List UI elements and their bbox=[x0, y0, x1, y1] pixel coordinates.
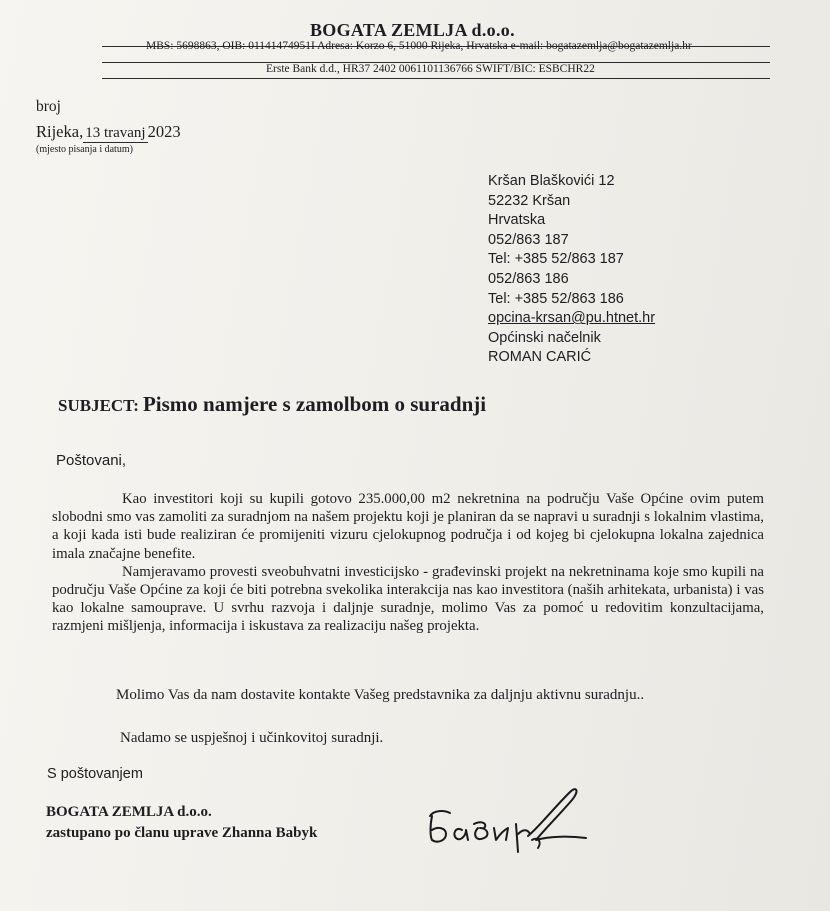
year: 2023 bbox=[147, 122, 181, 141]
company-info-line-1: MBS: 5698863, OIB: 01141474951I Adresa: Korzo 6, 51000 Rijeka, Hrvatska e-mail: bogatazemlja@bogatazemlja.hr bbox=[146, 40, 692, 52]
recipient-name: ROMAN CARIĆ bbox=[488, 349, 592, 366]
signatory-company: BOGATA ZEMLJA d.o.o. bbox=[46, 804, 212, 820]
recipient-line: Tel: +385 52/863 187 bbox=[488, 251, 624, 268]
recipient-title: Općinski načelnik bbox=[488, 329, 601, 346]
company-name: BOGATA ZEMLJA d.o.o. bbox=[310, 20, 515, 40]
recipient-line: 052/863 186 bbox=[488, 270, 569, 287]
place-date-caption: (mjesto pisanja i datum) bbox=[36, 144, 133, 155]
place-date-line bbox=[36, 122, 181, 143]
closing-phrase: S poštovanjem bbox=[47, 766, 143, 782]
subject-text: Pismo namjere s zamolbom o suradnji bbox=[142, 392, 487, 416]
closing-wish: Nadamo se uspješnoj i učinkovitoj suradnji. bbox=[120, 730, 384, 746]
request-paragraph: Molimo Vas da nam dostavite kontakte Vašeg predstavnika za daljnju aktivnu suradnju.. bbox=[116, 687, 645, 703]
letterhead-rule-bottom bbox=[102, 78, 770, 79]
recipient-email-link[interactable]: opcina-krsan@pu.htnet.hr bbox=[488, 310, 656, 327]
subject-label: SUBJECT: bbox=[58, 396, 139, 415]
recipient-address bbox=[488, 172, 655, 368]
body-paragraph-2: Namjeravamo provesti sveobuhvatni investicijsko - građevinski projekt na nekretninama koje smo kupili na području Vaše Općine za koji će biti potrebna svekolika interakcija nas kao investitora (naših arhitekata, urbanista) i vas kao lokalne samouprave. U svrhu razvoja i daljnje suradnje, molimo Vas za pomoć u redovitim konzultacijama, razmjeni mišljenja, informacija i iskustava za realizaciju našeg projekta. bbox=[52, 563, 764, 635]
company-info-line-2: Erste Bank d.d., HR37 2402 0061101136766 SWIFT/BIC: ESBCHR22 bbox=[266, 63, 595, 75]
place: Rijeka, bbox=[36, 122, 84, 141]
recipient-line: Kršan Blaškovići 12 bbox=[488, 173, 615, 189]
reference-number-label: broj bbox=[36, 98, 61, 115]
recipient-line: Tel: +385 52/863 186 bbox=[488, 290, 624, 307]
recipient-line: 052/863 187 bbox=[488, 231, 569, 248]
signatory-representative: zastupano po članu uprave Zhanna Babyk bbox=[46, 825, 318, 841]
recipient-line: Hrvatska bbox=[488, 212, 546, 229]
letter-body bbox=[52, 490, 764, 636]
handwritten-signature bbox=[420, 780, 600, 860]
date: 13 travanj bbox=[85, 125, 146, 141]
salutation: Poštovani, bbox=[56, 452, 127, 469]
body-paragraph-1: Kao investitori koji su kupili gotovo 235.000,00 m2 nekretnina na području Vaše Općine ovim putem slobodni smo vas zamoliti za suradnjom na našem projektu koji je planiran da se napravi u suradnji s lokalnim vlastima, a koji kada isti bude realiziran će promijeniti vizuru cjelokupnog područja i od kojeg bi cjelokupna lokalna zajednica imala značajne benefite. bbox=[52, 491, 764, 562]
subject-line bbox=[58, 392, 486, 417]
recipient-line: 52232 Kršan bbox=[488, 192, 571, 209]
